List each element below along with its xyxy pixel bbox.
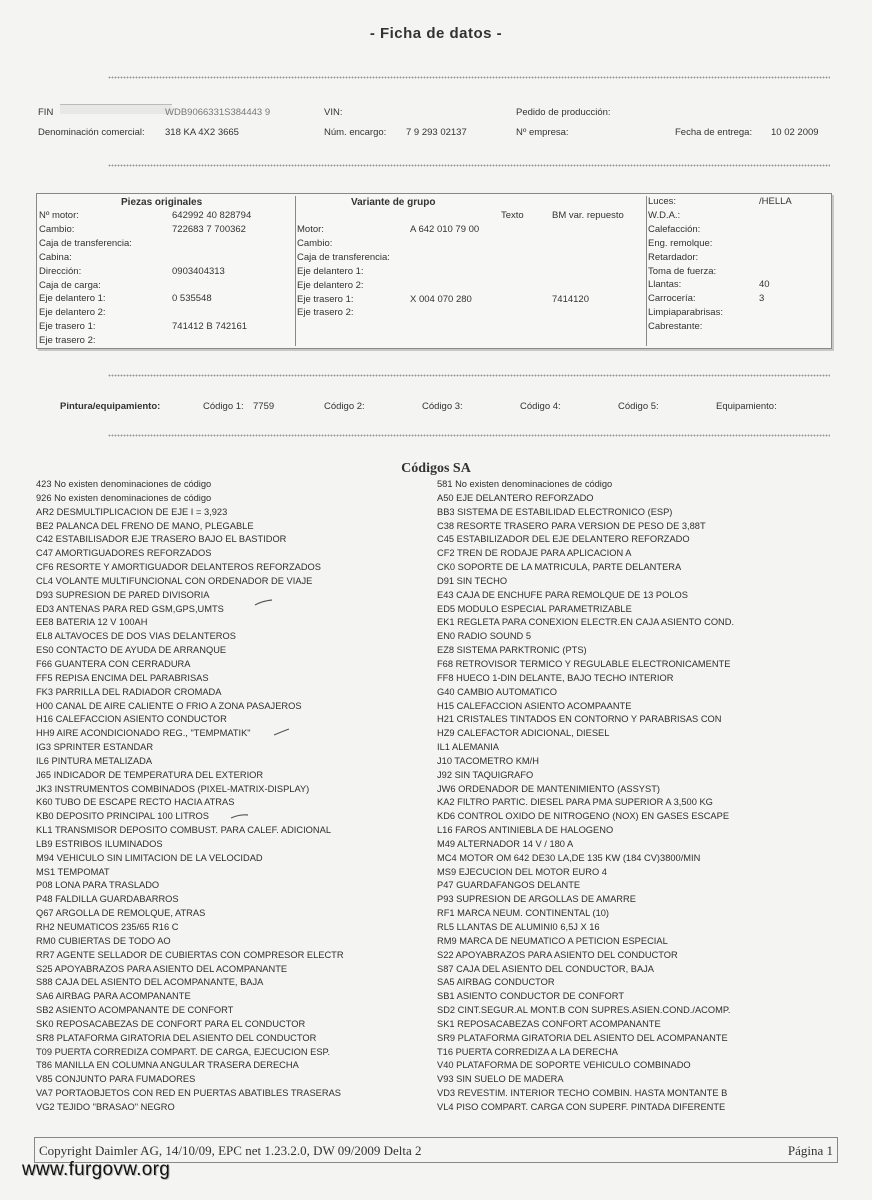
otros-row-label: Carrocería: bbox=[648, 293, 696, 305]
otros-row-label: Eng. remolque: bbox=[648, 237, 713, 249]
codigo-sa-item: MC4 MOTOR OM 642 DE30 LA,DE 135 KW (184 CV)3800/MIN bbox=[437, 852, 701, 863]
codigo-sa-item: VG2 TEJIDO "BRASAO" NEGRO bbox=[36, 1101, 175, 1112]
otros-row-label: Cabrestante: bbox=[648, 321, 703, 333]
variante-row-label: Eje delantero 1: bbox=[297, 265, 364, 277]
codigo-sa-item: ED3 ANTENAS PARA RED GSM,GPS,UMTS bbox=[36, 603, 224, 614]
codigo-sa-item: EL8 ALTAVOCES DE DOS VIAS DELANTEROS bbox=[36, 631, 236, 642]
codigo-sa-item: P93 SUPRESION DE ARGOLLAS DE AMARRE bbox=[437, 894, 636, 905]
empresa-label: Nº empresa: bbox=[516, 127, 569, 138]
piezas-row-label: Eje trasero 2: bbox=[39, 335, 96, 347]
codigo-sa-item: EN0 RADIO SOUND 5 bbox=[437, 631, 532, 642]
variante-row-label: Cambio: bbox=[297, 237, 333, 249]
vin-label: VIN: bbox=[324, 107, 343, 118]
otros-row-label: Llantas: bbox=[648, 279, 682, 291]
redacted-area bbox=[60, 104, 172, 114]
piezas-row-label: Caja de carga: bbox=[39, 279, 101, 291]
piezas-row-value: 0 535548 bbox=[172, 293, 212, 305]
otros-row-value: /HELLA bbox=[759, 196, 792, 207]
dotted-divider bbox=[108, 164, 830, 167]
codigo-sa-item: RM0 CUBIERTAS DE TODO AO bbox=[36, 935, 171, 946]
codigo-sa-item: CL4 VOLANTE MULTIFUNCIONAL CON ORDENADOR DE VIAJE bbox=[36, 575, 313, 586]
codigo-sa-item: S25 APOYABRAZOS PARA ASIENTO DEL ACOMPANANTE bbox=[36, 963, 288, 974]
codigo-sa-item: RR7 AGENTE SELLADOR DE CUBIERTAS CON COMPRESOR ELECTR bbox=[36, 949, 344, 960]
otros-row-label: Calefacción: bbox=[648, 223, 701, 235]
codigo-sa-item: D93 SUPRESION DE PARED DIVISORIA bbox=[36, 589, 210, 600]
codigo-sa-item: F66 GUANTERA CON CERRADURA bbox=[36, 658, 191, 669]
site-watermark: www.furgovw.org bbox=[22, 1159, 171, 1180]
codigos-sa-title: Códigos SA bbox=[401, 461, 471, 476]
codigo-sa-item: SR9 PLATAFORMA GIRATORIA DEL ASIENTO DEL ACOMPANANTE bbox=[437, 1032, 728, 1043]
codigo-sa-item: SB1 ASIENTO CONDUCTOR DE CONFORT bbox=[437, 991, 624, 1002]
piezas-row-value: 0903404313 bbox=[172, 265, 225, 277]
piezas-row-label: Dirección: bbox=[39, 265, 82, 277]
codigo-sa-item: H21 CRISTALES TINTADOS EN CONTORNO Y PARABRISAS CON bbox=[437, 714, 722, 725]
variante-row-value: X 004 070 280 bbox=[410, 293, 472, 305]
piezas-row-value: 642992 40 828794 bbox=[172, 210, 252, 221]
otros-row-label: Retardador: bbox=[648, 251, 699, 263]
otros-row-label: Luces: bbox=[648, 196, 676, 207]
piezas-row-label: Cambio: bbox=[39, 223, 75, 235]
pen-mark bbox=[273, 728, 291, 737]
codigo-sa-item: FF5 REPISA ENCIMA DEL PARABRISAS bbox=[36, 672, 209, 683]
bm-column-header: BM var. repuesto bbox=[552, 210, 624, 221]
codigo-sa-item: AR2 DESMULTIPLICACION DE EJE I = 3,923 bbox=[36, 506, 228, 517]
otros-row-value: 3 bbox=[759, 293, 765, 305]
codigo-sa-item: H16 CALEFACCION ASIENTO CONDUCTOR bbox=[36, 714, 227, 725]
codigo-sa-item: SB2 ASIENTO ACOMPANANTE DE CONFORT bbox=[36, 1005, 234, 1016]
piezas-row-value: 722683 7 700362 bbox=[172, 223, 246, 235]
variante-row-label: Eje delantero 2: bbox=[297, 279, 364, 291]
encargo-label: Núm. encargo: bbox=[324, 127, 387, 138]
codigo-sa-item: SK0 REPOSACABEZAS DE CONFORT PARA EL CONDUCTOR bbox=[36, 1018, 306, 1029]
otros-row-label: Toma de fuerza: bbox=[648, 265, 717, 277]
codigo-sa-item: KL1 TRANSMISOR DEPOSITO COMBUST. PARA CALEF. ADICIONAL bbox=[36, 825, 331, 836]
variante-row-bm: 7414120 bbox=[552, 293, 589, 305]
codigo-sa-item: SA6 AIRBAG PARA ACOMPANANTE bbox=[36, 991, 191, 1002]
entrega-value: 10 02 2009 bbox=[771, 127, 819, 138]
codigo-sa-item: L16 FAROS ANTINIEBLA DE HALOGENO bbox=[437, 825, 614, 836]
variante-row-label: Eje trasero 2: bbox=[297, 307, 354, 319]
dotted-divider bbox=[108, 434, 830, 437]
otros-row-value: 40 bbox=[759, 279, 770, 291]
encargo-value: 7 9 293 02137 bbox=[406, 127, 467, 138]
codigo-sa-item: SA5 AIRBAG CONDUCTOR bbox=[437, 977, 555, 988]
codigo-sa-item: T86 MANILLA EN COLUMNA ANGULAR TRASERA DERECHA bbox=[36, 1060, 299, 1071]
otros-row-label: W.D.A.: bbox=[648, 209, 681, 221]
codigo1-label: Código 1: bbox=[203, 401, 244, 412]
codigo-sa-item: M49 ALTERNADOR 14 V / 180 A bbox=[437, 838, 574, 849]
codigo-sa-item: SD2 CINT.SEGUR.AL MONT.B CON SUPRES.ASIEN.COND./ACOMP. bbox=[437, 1005, 731, 1016]
codigo-sa-item: IL1 ALEMANIA bbox=[437, 742, 500, 753]
codigo-sa-item: SR8 PLATAFORMA GIRATORIA DEL ASIENTO DEL CONDUCTOR bbox=[36, 1032, 317, 1043]
codigo-sa-item: KD6 CONTROL OXIDO DE NITROGENO (NOX) EN GASES ESCAPE bbox=[437, 811, 730, 822]
page-number: Página 1 bbox=[787, 1143, 833, 1158]
codigo-sa-item: H00 CANAL DE AIRE CALIENTE O FRIO A ZONA PASAJEROS bbox=[36, 700, 302, 711]
codigo-sa-item: F68 RETROVISOR TERMICO Y REGULABLE ELECTRONICAMENTE bbox=[437, 658, 731, 669]
codigos-sa-right-column bbox=[437, 478, 734, 1115]
codigo-sa-item: FK3 PARRILLA DEL RADIADOR CROMADA bbox=[36, 686, 222, 697]
codigo-sa-item: RL5 LLANTAS DE ALUMINI0 6,5J X 16 bbox=[437, 922, 600, 932]
codigo-sa-item: S88 CAJA DEL ASIENTO DEL ACOMPANANTE, BAJA bbox=[36, 977, 264, 988]
codigo-sa-item: C47 AMORTIGUADORES REFORZADOS bbox=[36, 548, 212, 559]
codigo-sa-item: J10 TACOMETRO KM/H bbox=[437, 755, 539, 766]
codigo5-label: Código 5: bbox=[618, 401, 659, 412]
codigo-sa-item: T16 PUERTA CORREDIZA A LA DERECHA bbox=[437, 1046, 619, 1057]
document-title: - Ficha de datos - bbox=[369, 25, 503, 42]
codigo-sa-item: Q67 ARGOLLA DE REMOLQUE, ATRAS bbox=[36, 908, 206, 919]
entrega-label: Fecha de entrega: bbox=[675, 127, 753, 138]
codigo-sa-item: HZ9 CALEFACTOR ADICIONAL, DIESEL bbox=[437, 728, 610, 739]
codigo-sa-item: VL4 PISO COMPART. CARGA CON SUPERF. PINTADA DIFERENTE bbox=[437, 1101, 726, 1112]
codigo-sa-item: V85 CONJUNTO PARA FUMADORES bbox=[36, 1074, 196, 1085]
codigo4-label: Código 4: bbox=[520, 401, 561, 412]
codigo-sa-item: EK1 REGLETA PARA CONEXION ELECTR.EN CAJA ASIENTO COND. bbox=[437, 617, 735, 628]
codigo-sa-item: C42 ESTABILISADOR EJE TRASERO BAJO EL BASTIDOR bbox=[36, 534, 287, 545]
codigo-sa-item: K60 TUBO DE ESCAPE RECTO HACIA ATRAS bbox=[36, 797, 235, 808]
codigo-sa-item: JK3 INSTRUMENTOS COMBINADOS (PIXEL-MATRIX-DISPLAY) bbox=[36, 783, 310, 794]
codigo-sa-item: 581 No existen denominaciones de código bbox=[437, 479, 613, 489]
codigo-sa-item: LB9 ESTRIBOS ILUMINADOS bbox=[36, 838, 163, 849]
pedido-label: Pedido de producción: bbox=[516, 107, 611, 118]
codigo-sa-item: RM9 MARCA DE NEUMATICO A PETICION ESPECIAL bbox=[437, 935, 668, 946]
codigo-sa-item: HH9 AIRE ACONDICIONADO REG., "TEMPMATIK" bbox=[36, 728, 251, 739]
piezas-row-label: Caja de transferencia: bbox=[39, 237, 132, 249]
codigo-sa-item: G40 CAMBIO AUTOMATICO bbox=[437, 686, 558, 697]
codigo-sa-item: V93 SIN SUELO DE MADERA bbox=[437, 1074, 564, 1085]
texto-column-header: Texto bbox=[501, 210, 524, 221]
pen-mark bbox=[254, 599, 274, 607]
piezas-row-label: Eje delantero 2: bbox=[39, 307, 106, 319]
codigo-sa-item: CF2 TREN DE RODAJE PARA APLICACION A bbox=[437, 548, 632, 559]
dotted-divider bbox=[108, 76, 830, 79]
codigos-sa-left-column bbox=[36, 478, 344, 1115]
codigo-sa-item: IL6 PINTURA METALIZADA bbox=[36, 755, 153, 766]
codigo-sa-item: VA7 PORTAOBJETOS CON RED EN PUERTAS ABATIBLES TRASERAS bbox=[36, 1088, 341, 1099]
pen-mark bbox=[230, 812, 250, 820]
parts-table bbox=[36, 193, 832, 349]
codigo-sa-item: JW6 ORDENADOR DE MANTENIMIENTO (ASSYST) bbox=[437, 783, 660, 794]
codigo-sa-item: C38 RESORTE TRASERO PARA VERSION DE PESO DE 3,88T bbox=[437, 520, 706, 531]
piezas-row-label: Cabina: bbox=[39, 251, 72, 263]
codigo-sa-item: 423 No existen denominaciones de código bbox=[36, 479, 212, 489]
codigo1-value: 7759 bbox=[253, 401, 275, 412]
codigo-sa-item: J65 INDICADOR DE TEMPERATURA DEL EXTERIOR bbox=[36, 769, 264, 780]
piezas-row-value: 741412 B 742161 bbox=[172, 321, 248, 333]
codigo-sa-item: VD3 REVESTIM. INTERIOR TECHO COMBIN. HASTA MONTANTE B bbox=[437, 1088, 728, 1099]
codigo-sa-item: V40 PLATAFORMA DE SOPORTE VEHICULO COMBINADO bbox=[437, 1060, 691, 1071]
codigo-sa-item: M94 VEHICULO SIN LIMITACION DE LA VELOCIDAD bbox=[36, 852, 263, 863]
codigo-sa-item: KB0 DEPOSITO PRINCIPAL 100 LITROS bbox=[36, 811, 209, 822]
codigo2-label: Código 2: bbox=[324, 401, 365, 412]
variante-grupo-title: Variante de grupo bbox=[351, 197, 436, 208]
codigo-sa-item: H15 CALEFACCION ASIENTO ACOMPAANTE bbox=[437, 700, 632, 711]
codigo-sa-item: E43 CAJA DE ENCHUFE PARA REMOLQUE DE 13 POLOS bbox=[437, 589, 688, 600]
codigo-sa-item: CF6 RESORTE Y AMORTIGUADOR DELANTEROS REFORZADOS bbox=[36, 562, 321, 573]
codigo-sa-item: A50 EJE DELANTERO REFORZADO bbox=[437, 492, 594, 503]
piezas-row-label: Nº motor: bbox=[39, 210, 79, 221]
codigo-sa-item: P48 FALDILLA GUARDABARROS bbox=[36, 894, 179, 905]
variante-row-label: Motor: bbox=[297, 224, 324, 235]
variante-row-value: A 642 010 79 00 bbox=[410, 224, 480, 235]
variante-row-label: Caja de transferencia: bbox=[297, 251, 390, 263]
piezas-row-label: Eje trasero 1: bbox=[39, 321, 96, 333]
codigo-sa-item: J92 SIN TAQUIGRAFO bbox=[437, 769, 534, 780]
equipamiento-label: Equipamiento: bbox=[716, 401, 777, 412]
codigo-sa-item: IG3 SPRINTER ESTANDAR bbox=[36, 742, 154, 753]
piezas-originales-title: Piezas originales bbox=[121, 197, 203, 208]
fin-value: WDB9066331S384443 9 bbox=[165, 107, 271, 118]
codigo-sa-item: RH2 NEUMATICOS 235/65 R16 C bbox=[36, 922, 179, 932]
codigo-sa-item: P47 GUARDAFANGOS DELANTE bbox=[437, 880, 581, 891]
codigo-sa-item: S87 CAJA DEL ASIENTO DEL CONDUCTOR, BAJA bbox=[437, 963, 654, 974]
codigo3-label: Código 3: bbox=[422, 401, 463, 412]
dotted-divider bbox=[108, 374, 830, 377]
codigo-sa-item: BB3 SISTEMA DE ESTABILIDAD ELECTRONICO (ESP) bbox=[437, 506, 673, 517]
codigo-sa-item: MS1 TEMPOMAT bbox=[36, 866, 110, 877]
codigo-sa-item: 926 No existen denominaciones de código bbox=[36, 492, 212, 503]
codigo-sa-item: SK1 REPOSACABEZAS CONFORT ACOMPANANTE bbox=[437, 1018, 661, 1029]
otros-row-label: Limpiaparabrisas: bbox=[648, 307, 723, 319]
codigo-sa-item: P08 LONA PARA TRASLADO bbox=[36, 880, 160, 891]
codigo-sa-item: S22 APOYABRAZOS PARA ASIENTO DEL CONDUCTOR bbox=[437, 949, 678, 960]
denominacion-value: 318 KA 4X2 3665 bbox=[165, 127, 239, 138]
codigo-sa-item: ED5 MODULO ESPECIAL PARAMETRIZABLE bbox=[437, 603, 632, 614]
codigo-sa-item: EE8 BATERIA 12 V 100AH bbox=[36, 617, 148, 628]
piezas-row-label: Eje delantero 1: bbox=[39, 293, 106, 305]
fin-label: FIN bbox=[38, 107, 54, 118]
copyright-text: Copyright Daimler AG, 14/10/09, EPC net 1.23.2.0, DW 09/2009 Delta 2 bbox=[39, 1143, 422, 1158]
codigo-sa-item: D91 SIN TECHO bbox=[437, 575, 508, 586]
codigo-sa-item: KA2 FILTRO PARTIC. DIESEL PARA PMA SUPERIOR A 3,500 KG bbox=[437, 797, 713, 808]
codigo-sa-item: C45 ESTABILIZADOR DEL EJE DELANTERO REFORZADO bbox=[437, 534, 690, 545]
denominacion-label: Denominación comercial: bbox=[38, 127, 145, 138]
codigo-sa-item: FF8 HUECO 1-DIN DELANTE, BAJO TECHO INTERIOR bbox=[437, 672, 674, 683]
codigo-sa-item: ES0 CONTACTO DE AYUDA DE ARRANQUE bbox=[36, 645, 227, 656]
pintura-label: Pintura/equipamiento: bbox=[60, 401, 161, 412]
codigo-sa-item: BE2 PALANCA DEL FRENO DE MANO, PLEGABLE bbox=[36, 520, 254, 531]
codigo-sa-item: MS9 EJECUCION DEL MOTOR EURO 4 bbox=[437, 866, 607, 877]
codigo-sa-item: EZ8 SISTEMA PARKTRONIC (PTS) bbox=[437, 645, 587, 656]
codigo-sa-item: CK0 SOPORTE DE LA MATRICULA, PARTE DELANTERA bbox=[437, 562, 682, 573]
codigo-sa-item: RF1 MARCA NEUM. CONTINENTAL (10) bbox=[437, 908, 610, 919]
variante-row-label: Eje trasero 1: bbox=[297, 293, 354, 305]
codigo-sa-item: T09 PUERTA CORREDIZA COMPART. DE CARGA, EJECUCION ESP. bbox=[36, 1046, 331, 1057]
